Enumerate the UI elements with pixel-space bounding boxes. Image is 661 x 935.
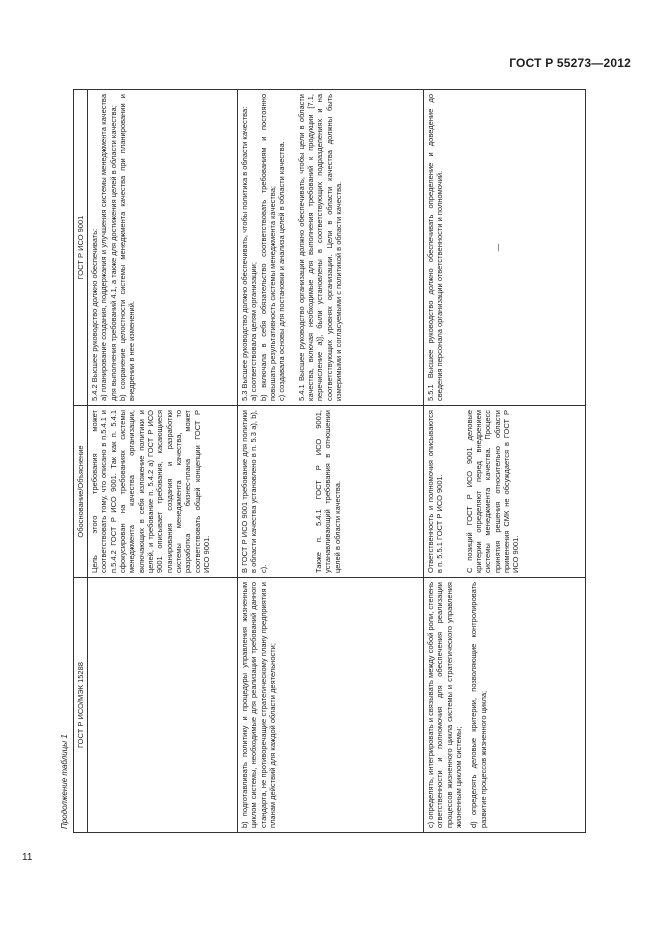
cell-paragraph: b) включала в себя обязательство соответствовать требованиям и постоянно повышать результативность системы менеджмента качества; [258,94,278,401]
table-cell-iso15288 [238,578,424,833]
table-cell-justification [238,406,424,578]
table-caption: Продолжение таблицы 1 [60,734,69,829]
cell-paragraph: a) соответствовала целям организации; [249,262,259,401]
table-cell-iso9001 [424,90,586,406]
cell-paragraph: c) создавала основы для постановки и анализа целей в области качества. [277,141,287,401]
cell-paragraph: 5.3 Высшее руководство должно обеспечивать, чтобы политика в области качества: [240,106,249,401]
cell-paragraph: d) определять деловые критерии, позволяющие контролировать развитие процессов жизненного цикла; [469,582,488,828]
table-cell-iso15288 [88,578,238,833]
table-header-row [74,90,88,833]
cell-paragraph: Цель этого требования может соответствовать тому, что описано в п.5.4.1 и п.5.4.2 ГОСТ Р ИСО 9001. Так как п. 5.4.1 сфокусирован на требованиях системы менеджмента качества организации, включающих в себя изложение политики и целей, и требование п. 5.4.2 а) ГОСТ Р ИСО 9001 описывает требования, касающиеся планирования создания и разработки системы менеджмента качества, то разработка бизнес-плана может соответствовать общей концепции ГОСТ Р ИСО 9001. [90,410,212,573]
table-row [424,90,586,833]
cell-paragraph: Ответственность и полномочия описываются в п. 5.5.1 ГОСТ Р ИСО 9001. [426,410,445,573]
cell-paragraph: Также п. 5.4.1 ГОСТ Р ИСО 9001, устанавливающий требования в отношении целей в области качества. [314,410,342,573]
comparison-table [73,89,586,833]
cell-paragraph: а) планирование создания, поддержания и улучшения системы менеджмента качества для выполнения требований 4.1, а также для достижения целей в области качества; [99,94,118,401]
table-cell-justification [88,406,238,578]
cell-paragraph: b) сохранение целостности системы менеджмента качества при планировании и внедрении в нее изменений. [118,94,137,401]
cell-paragraph: b) подготавливать политику и процедуры управления жизненным циклом системы, необходимые для реализации требований данного стандарта, не противоречащие стратегическому плану предприятия и планам действий для каждой области деятельности; [240,582,278,828]
cell-paragraph: С позиций ГОСТ Р ИСО 9001 деловые критерии определяют перед внедрением системы менеджмента качества. Процесс принятия решения относительно области применения СМК не обсуждается в ГОСТ Р ИСО 9001. [464,410,521,573]
table-cell-iso9001 [238,90,424,406]
cell-paragraph: В ГОСТ Р ИСО 9001 требование для политики в области качества установлено в п. 5.3 а), b), c). [240,410,268,573]
table-row [88,90,238,833]
cell-paragraph: c) определять, интегрировать и связывать между собой роли, степень ответственности и полномочия для обеспечения реализации процессов жизненного цикла системы и стратегического управления жизненным циклом системы; [426,582,464,828]
rotated-table-page [57,90,585,833]
table-cell-iso9001 [88,90,238,406]
standard-code-header: ГОСТ Р 55273—2012 [509,56,631,70]
table-cell-justification [424,406,586,578]
column-header-iso15288: ГОСТ Р ИСО/МЭК 15288 [74,578,88,833]
empty-cell-dash: — [492,243,502,252]
table-row [238,90,424,833]
cell-paragraph: 5.5.1 Высшее руководство должно обеспечивать определение и доведение до сведения персонала организации ответственности и полномочий. [426,94,445,401]
table-cell-iso15288 [424,578,586,833]
cell-paragraph: 5.4.2 Высшее руководство должно обеспечивать: [90,228,99,401]
cell-paragraph: 5.4.1 Высшее руководство организации должно обеспечивать, чтобы цели в области качества, включая необходимые для выполнения требований к продукции [7.1, перечисление a)], были установлены в соответствующих подразделениях и на соответствующих уровнях организации. Цели в области качества должны быть измеримыми и согласуемыми с политикой в области качества. [296,94,344,401]
page-number: 11 [22,852,33,863]
column-header-justification: Обоснование/Объяснение [74,406,88,578]
column-header-iso9001: ГОСТ Р ИСО 9001 [74,90,88,406]
